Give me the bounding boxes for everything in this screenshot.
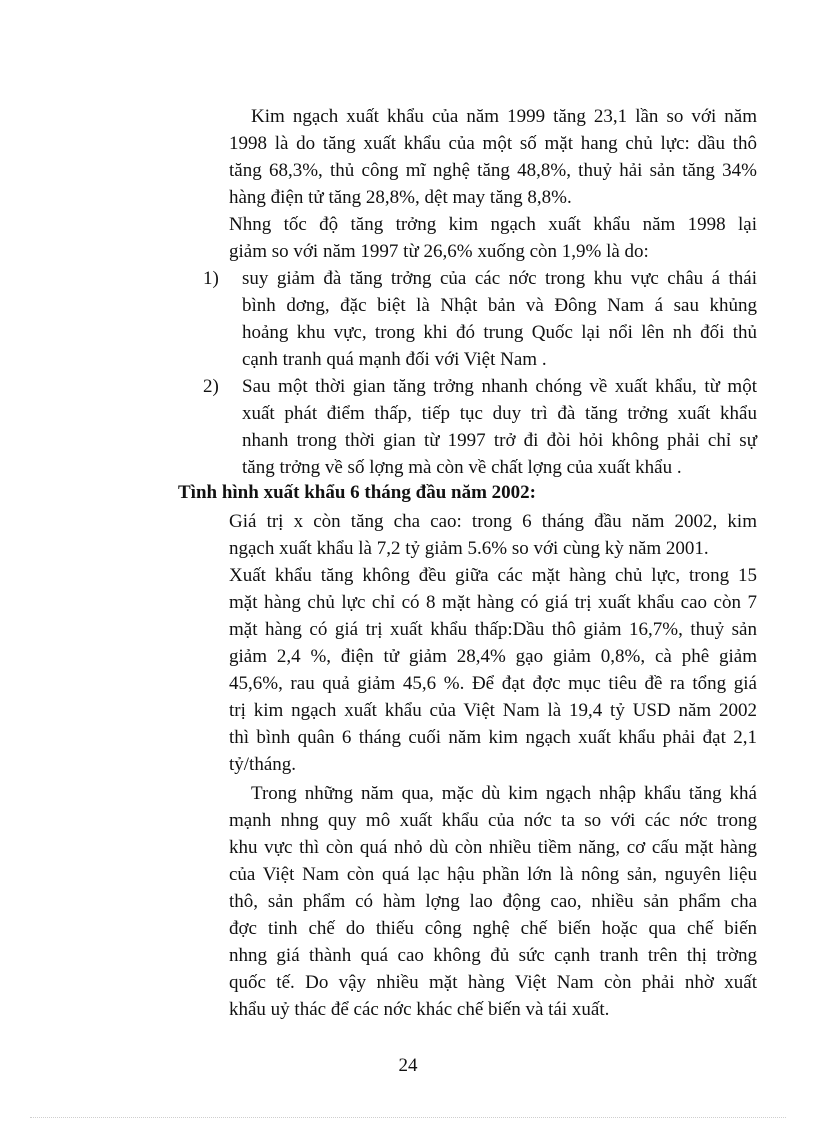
paragraph-line: Kim ngạch xuất khẩu của năm 1999 tăng 23,1 lần so với năm	[251, 106, 757, 127]
paragraph-line: quốc tế. Do vậy nhiều mặt hàng Việt Nam còn phải nhờ xuất	[229, 972, 757, 993]
list-number: 1)	[203, 268, 219, 289]
list-item-line: bình dơng, đặc biệt là Nhật bản và Đông Nam á sau khủng	[242, 295, 757, 316]
list-number: 2)	[203, 376, 219, 397]
paragraph-line: 45,6%, rau quả giảm 45,6 %. Để đạt đợc mục tiêu đề ra tổng giá	[229, 673, 757, 694]
paragraph-line: Trong những năm qua, mặc dù kim ngạch nhập khẩu tăng khá	[251, 783, 757, 804]
paragraph-line: mặt hàng có giá trị xuất khẩu thấp:Dầu thô giảm 16,7%, thuỷ sản	[229, 619, 757, 640]
paragraph-line: mạnh nhng quy mô xuất khẩu của nớc ta so với các nớc trong	[229, 810, 757, 831]
paragraph-line: thô, sản phẩm có hàm lợng lao động cao, nhiều sản phẩm cha	[229, 891, 757, 912]
paragraph-line: Xuất khẩu tăng không đều giữa các mặt hàng chủ lực, trong 15	[229, 565, 757, 586]
list-item-line: suy giảm đà tăng trởng của các nớc trong khu vực châu á thái	[242, 268, 757, 289]
paragraph-line: ngạch xuất khẩu là 7,2 tỷ giảm 5.6% so với cùng kỳ năm 2001.	[229, 538, 709, 559]
paragraph-line: nhng giá thành quá cao không đủ sức cạnh tranh trên thị trờng	[229, 945, 757, 966]
list-item-line: nhanh trong thời gian từ 1997 trở đi đòi hỏi không phải chỉ sự	[242, 430, 757, 451]
list-item-line: Sau một thời gian tăng trởng nhanh chóng về xuất khẩu, từ một	[242, 376, 757, 397]
section-heading: Tình hình xuất khẩu 6 tháng đầu năm 2002:	[178, 482, 536, 503]
footer-divider	[30, 1117, 786, 1118]
paragraph-line: giảm so với năm 1997 từ 26,6% xuống còn 1,9% là do:	[229, 241, 649, 262]
paragraph-line: 1998 là do tăng xuất khẩu của một số mặt hang chủ lực: dầu thô	[229, 133, 757, 154]
list-item-line: cạnh tranh quá mạnh đối với Việt Nam .	[242, 349, 547, 370]
paragraph-line: thì bình quân 6 tháng cuối năm kim ngạch xuất khẩu phải đạt 2,1	[229, 727, 757, 748]
paragraph-line: mặt hàng chủ lực chỉ có 8 mặt hàng có giá trị xuất khẩu cao còn 7	[229, 592, 757, 613]
paragraph-line: tỷ/tháng.	[229, 754, 297, 775]
paragraph-line: giảm 2,4 %, điện tử giảm 28,4% gạo giảm 0,8%, cà phê giảm	[229, 646, 757, 667]
paragraph-line: khẩu uỷ thác để các nớc khác chế biến và tái xuất.	[229, 999, 610, 1020]
paragraph-line: trị kim ngạch xuất khẩu của Việt Nam là 19,4 tỷ USD năm 2002	[229, 700, 757, 721]
paragraph-line: đợc tinh chế do thiếu công nghệ chế biến hoặc qua chế biến	[229, 918, 757, 939]
page-number: 24	[398, 1055, 418, 1076]
paragraph-line: Giá trị x còn tăng cha cao: trong 6 tháng đầu năm 2002, kim	[229, 511, 757, 532]
paragraph-line: khu vực thì còn quá nhỏ dù còn nhiều tiềm năng, cơ cấu mặt hàng	[229, 837, 757, 858]
paragraph-line: Nhng tốc độ tăng trởng kim ngạch xuất khẩu năm 1998 lại	[229, 214, 757, 235]
paragraph-line: của Việt Nam còn quá lạc hậu phần lớn là nông sản, nguyên liệu	[229, 864, 757, 885]
list-item-line: xuất phát điểm thấp, tiếp tục duy trì đà tăng trởng xuất khẩu	[242, 403, 757, 424]
list-item-line: hoảng khu vực, trong khi đó trung Quốc lại nổi lên nh đối thủ	[242, 322, 757, 343]
paragraph-line: tăng 68,3%, thủ công mĩ nghệ tăng 48,8%, thuỷ hải sản tăng 34%	[229, 160, 757, 181]
paragraph-line: hàng điện tử tăng 28,8%, dệt may tăng 8,8%.	[229, 187, 572, 208]
list-item-line: tăng trởng về số lợng mà còn về chất lợng của xuất khẩu .	[242, 457, 682, 478]
